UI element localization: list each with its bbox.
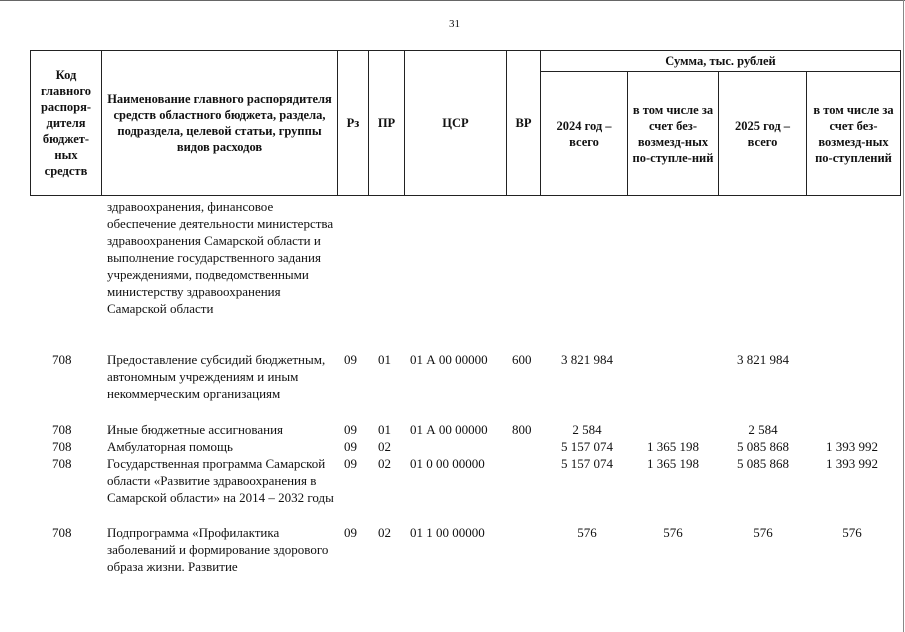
cell-pr: 01 [378,352,391,367]
header-vr: ВР [506,50,541,196]
cell-2024: 2 584 [572,422,602,437]
header-rz: Рз [337,50,369,196]
cell-rz: 09 [344,439,357,454]
header-2024: 2024 год – всего [540,71,628,196]
cell-name: здравоохранения, финансовое обеспечение деятельности министерства здравоохранения Самарской области и выполнение государственного задания учреждениями, подведомственными министерству здравоохранения Самарской области [107,199,334,316]
cell-2024: 5 157 074 [561,456,613,471]
page-frame-right [903,0,904,632]
header-code: Код главного распоря-дителя бюджет-ных средств [30,50,102,196]
cell-csr: 01 А 00 00000 [410,422,488,437]
cell-2025-free: 576 [842,525,862,540]
cell-2025: 576 [753,525,773,540]
cell-2025: 2 584 [748,422,778,437]
cell-rz: 09 [344,422,357,437]
cell-code: 708 [52,422,72,437]
cell-name: Предоставление субсидий бюджетным, автономным учреждениям и иным некоммерческим организациям [107,352,326,401]
cell-2024: 5 157 074 [561,439,613,454]
cell-pr: 02 [378,525,391,540]
cell-name: Иные бюджетные ассигнования [107,422,284,437]
cell-2025: 3 821 984 [737,352,789,367]
cell-code: 708 [52,439,72,454]
cell-pr: 02 [378,456,391,471]
header-sum: Сумма, тыс. рублей [540,50,901,72]
header-name: Наименование главного распорядителя средств областного бюджета, раздела, подраздела, целевой статьи, группы видов расходов [101,50,338,196]
cell-rz: 09 [344,525,357,540]
cell-code: 708 [52,456,72,471]
cell-2024-free: 576 [663,525,683,540]
cell-pr: 02 [378,439,391,454]
header-csr: ЦСР [404,50,507,196]
cell-rz: 09 [344,456,357,471]
cell-code: 708 [52,352,72,367]
cell-2025-free: 1 393 992 [826,456,878,471]
header-2024-free: в том числе за счет без-возмезд-ных по-ступле-ний [627,71,719,196]
cell-2024: 576 [577,525,597,540]
cell-2024-free: 1 365 198 [647,439,699,454]
cell-name: Подпрограмма «Профилактика заболеваний и формирование здорового образа жизни. Развитие [107,525,329,574]
cell-csr: 01 0 00 00000 [410,456,485,471]
cell-name: Государственная программа Самарской области «Развитие здравоохранения в Самарской области» на 2014 – 2032 годы [107,456,334,505]
cell-code: 708 [52,525,72,540]
header-pr: ПР [368,50,405,196]
cell-2025: 5 085 868 [737,439,789,454]
cell-2024-free: 1 365 198 [647,456,699,471]
table-header [30,50,901,196]
cell-name: Амбулаторная помощь [107,439,233,454]
cell-csr: 01 А 00 00000 [410,352,488,367]
page-number: 31 [449,18,460,30]
page-frame-top [0,0,905,1]
cell-rz: 09 [344,352,357,367]
cell-pr: 01 [378,422,391,437]
header-2025: 2025 год – всего [718,71,807,196]
cell-2025: 5 085 868 [737,456,789,471]
cell-vr: 800 [512,422,532,437]
cell-csr: 01 1 00 00000 [410,525,485,540]
cell-2025-free: 1 393 992 [826,439,878,454]
cell-2024: 3 821 984 [561,352,613,367]
cell-vr: 600 [512,352,532,367]
header-2025-free: в том числе за счет без-возмезд-ных по-ступлений [806,71,901,196]
